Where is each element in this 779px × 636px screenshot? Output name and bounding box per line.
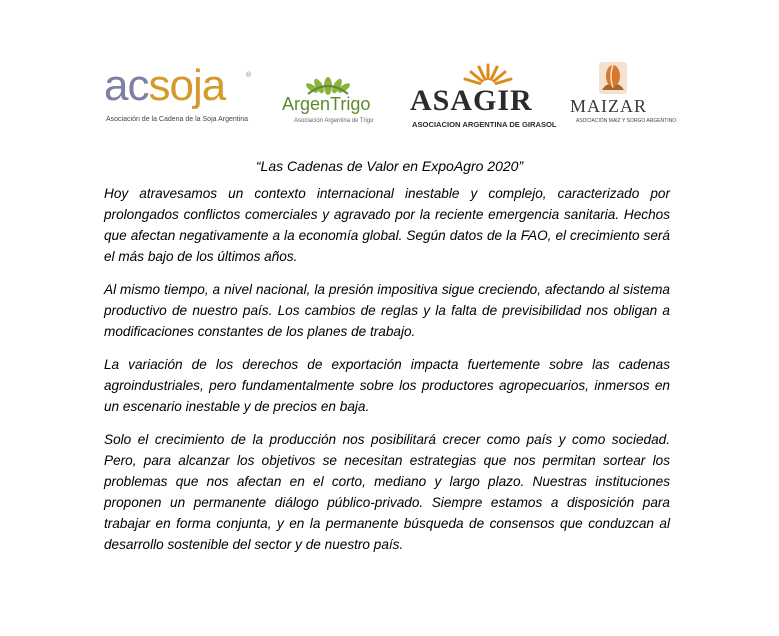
acsoja-trademark: ®: [246, 72, 252, 79]
paragraph-4: Solo el crecimiento de la producción nos posibilitará crecer como país y como sociedad. Pero, para alcanzar los objetivos se necesitan estrategias que nos permitan sortear los problemas que nos afectan en el corto, mediano y largo plazo. Nuestras instituciones proponen un permanente diálogo público-privado. Siempre estamos a disposición para trabajar en forma conjunta, y en la permanente búsqueda de consensos que conduzcan al desarrollo sostenible del sector y de nuestro país.: [104, 432, 670, 552]
acsoja-wordmark: [104, 60, 225, 112]
acsoja-soja: soja: [148, 61, 226, 110]
paragraph-2: Al mismo tiempo, a nivel nacional, la presión impositiva sigue creciendo, afectando al sistema productivo de nuestro país. Los cambios de reglas y la falta de previsibilidad nos obligan a modificaciones constantes de los planes de trabajo.: [104, 282, 670, 339]
asagir-subtitle: ASOCIACION ARGENTINA DE GIRASOL: [412, 120, 557, 129]
wheat-icon: [306, 64, 350, 96]
argentrigo-subtitle: Asociación Argentina de Trigo: [294, 118, 374, 124]
asagir-logo: [410, 62, 560, 132]
asagir-name: ASAGIR: [410, 84, 533, 117]
maizar-subtitle: ASOCIACIÓN MAÍZ Y SORGO ARGENTINO: [576, 118, 677, 124]
paragraph-3: La variación de los derechos de exportación impacta fuertemente sobre las cadenas agroindustriales, pero fundamentalmente sobre los productores agropecuarios, inmersos en un escenario inestable y de precios en baja.: [104, 357, 670, 414]
maizar-logo: [570, 60, 677, 132]
corn-icon: [596, 60, 630, 96]
argentrigo-logo: [282, 64, 378, 132]
acsoja-ac: ac: [104, 61, 149, 110]
acsoja-subtitle: Asociación de la Cadena de la Soja Argentina: [106, 116, 249, 123]
paragraph-1: Hoy atravesamos un contexto internacional inestable y complejo, caracterizado por prolongados conflictos comerciales y agravado por la reciente emergencia sanitaria. Hechos que afectan negativamente a la economía global. Según datos de la FAO, el crecimiento será el más bajo de los últimos años.: [104, 186, 670, 264]
document-title: “Las Cadenas de Valor en ExpoAgro 2020”: [255, 158, 524, 174]
document-body: [104, 183, 670, 567]
maizar-name: MAIZAR: [570, 96, 647, 116]
argentrigo-name: ArgenTrigo: [282, 94, 371, 114]
acsoja-logo: [104, 61, 254, 128]
logo-header: [0, 58, 779, 138]
